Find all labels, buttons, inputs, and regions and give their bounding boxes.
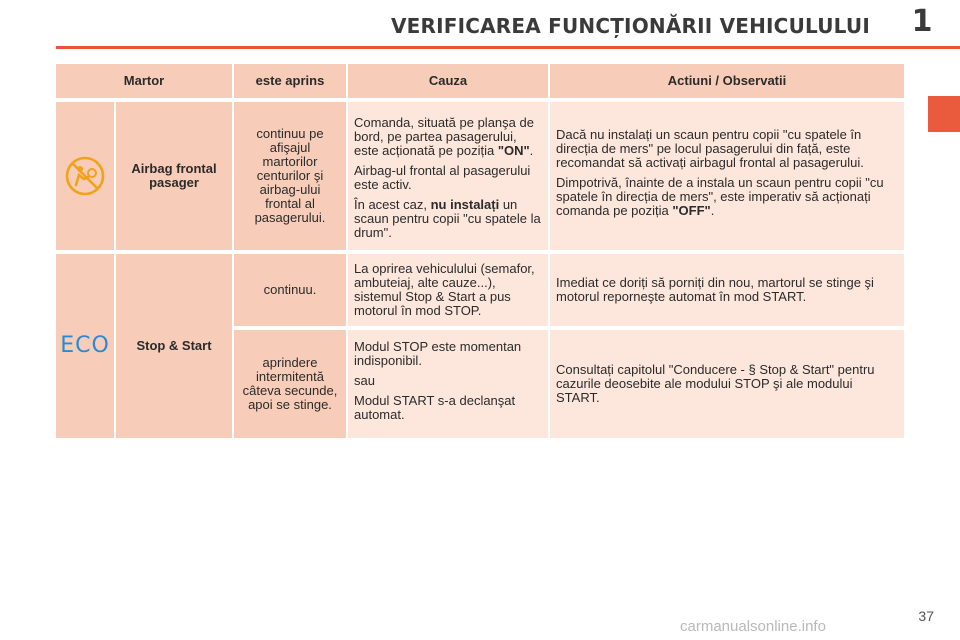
airbag-cause-2: Airbag-ul frontal al pasagerului este activ. <box>354 163 531 192</box>
stopstart-state-2: aprindere intermitentă câteva secunde, apoi se stinge. <box>242 355 338 412</box>
header-divider <box>56 46 960 49</box>
airbag-action-1: Dacă nu instalați un scaun pentru copii "cu spatele în direcția de mers" pe locul pasagerului din față, este recomandat să activați airbagul frontal al pasagerului. <box>556 127 864 170</box>
airbag-action-2: Dimpotrivă, înainte de a instala un scaun pentru copii "cu spatele în direcția de mers", este imperativ să acționați comanda pe poziția "OFF". <box>556 175 884 218</box>
column-header-cause: Cauza <box>348 64 548 98</box>
stopstart-action-1: Imediat ce doriți să porniți din nou, martorul se stinge şi motorul reporneşte automat în mod START. <box>556 275 874 304</box>
airbag-cause-1: Comanda, situată pe planşa de bord, pe partea pasagerului, este acționată pe poziția "ON". <box>354 115 534 158</box>
stopstart-cause-1-cell <box>348 254 548 326</box>
stopstart-cause-2b: sau <box>354 373 375 388</box>
airbag-action-cell <box>550 102 904 250</box>
eco-icon: ECO <box>60 333 110 358</box>
airbag-state: continuu pe afişajul martorilor centurilor şi airbag-ului frontal al pasagerului. <box>254 126 326 225</box>
stopstart-cause-2c: Modul START s-a declanşat automat. <box>354 393 516 422</box>
stopstart-cause-2a: Modul STOP este momentan indisponibil. <box>354 339 522 368</box>
stopstart-name-cell <box>116 254 232 438</box>
airbag-name: Airbag frontal pasager <box>131 161 217 190</box>
airbag-off-icon <box>64 155 106 197</box>
airbag-cause-cell <box>348 102 548 250</box>
stopstart-cause-1: La oprirea vehiculului (semafor, ambuteiaj, alte cauze...), sistemul Stop & Start a pus motorul în mod STOP. <box>354 261 535 318</box>
eco-icon-cell <box>56 254 114 438</box>
stopstart-action-1-cell <box>550 254 904 326</box>
stopstart-state-1: continuu. <box>263 282 317 297</box>
stopstart-state-2-cell <box>234 330 346 438</box>
column-header-actions: Actiuni / Observatii <box>550 64 904 98</box>
stopstart-cause-2-cell <box>348 330 548 438</box>
stopstart-name: Stop & Start <box>136 338 212 353</box>
stopstart-state-1-cell <box>234 254 346 326</box>
airbag-cause-3: În acest caz, nu instalați un scaun pentru copii "cu spatele la drum". <box>354 197 541 240</box>
airbag-icon-cell <box>56 102 114 250</box>
stopstart-action-2-cell <box>550 330 904 438</box>
column-header-martor: Martor <box>56 64 232 98</box>
watermark: carmanualsonline.info <box>680 618 826 635</box>
chapter-tab[interactable] <box>928 96 960 132</box>
stopstart-action-2: Consultați capitolul "Conducere - § Stop & Start" pentru cazurile deosebite ale modului STOP şi ale modului START. <box>556 362 875 405</box>
page-title: VERIFICAREA FUNCȚIONĂRII VEHICULULUI <box>390 14 870 38</box>
chapter-number: 1 <box>911 4 933 39</box>
page-number: 37 <box>918 608 934 624</box>
column-header-state: este aprins <box>234 64 346 98</box>
airbag-state-cell <box>234 102 346 250</box>
airbag-name-cell <box>116 102 232 250</box>
